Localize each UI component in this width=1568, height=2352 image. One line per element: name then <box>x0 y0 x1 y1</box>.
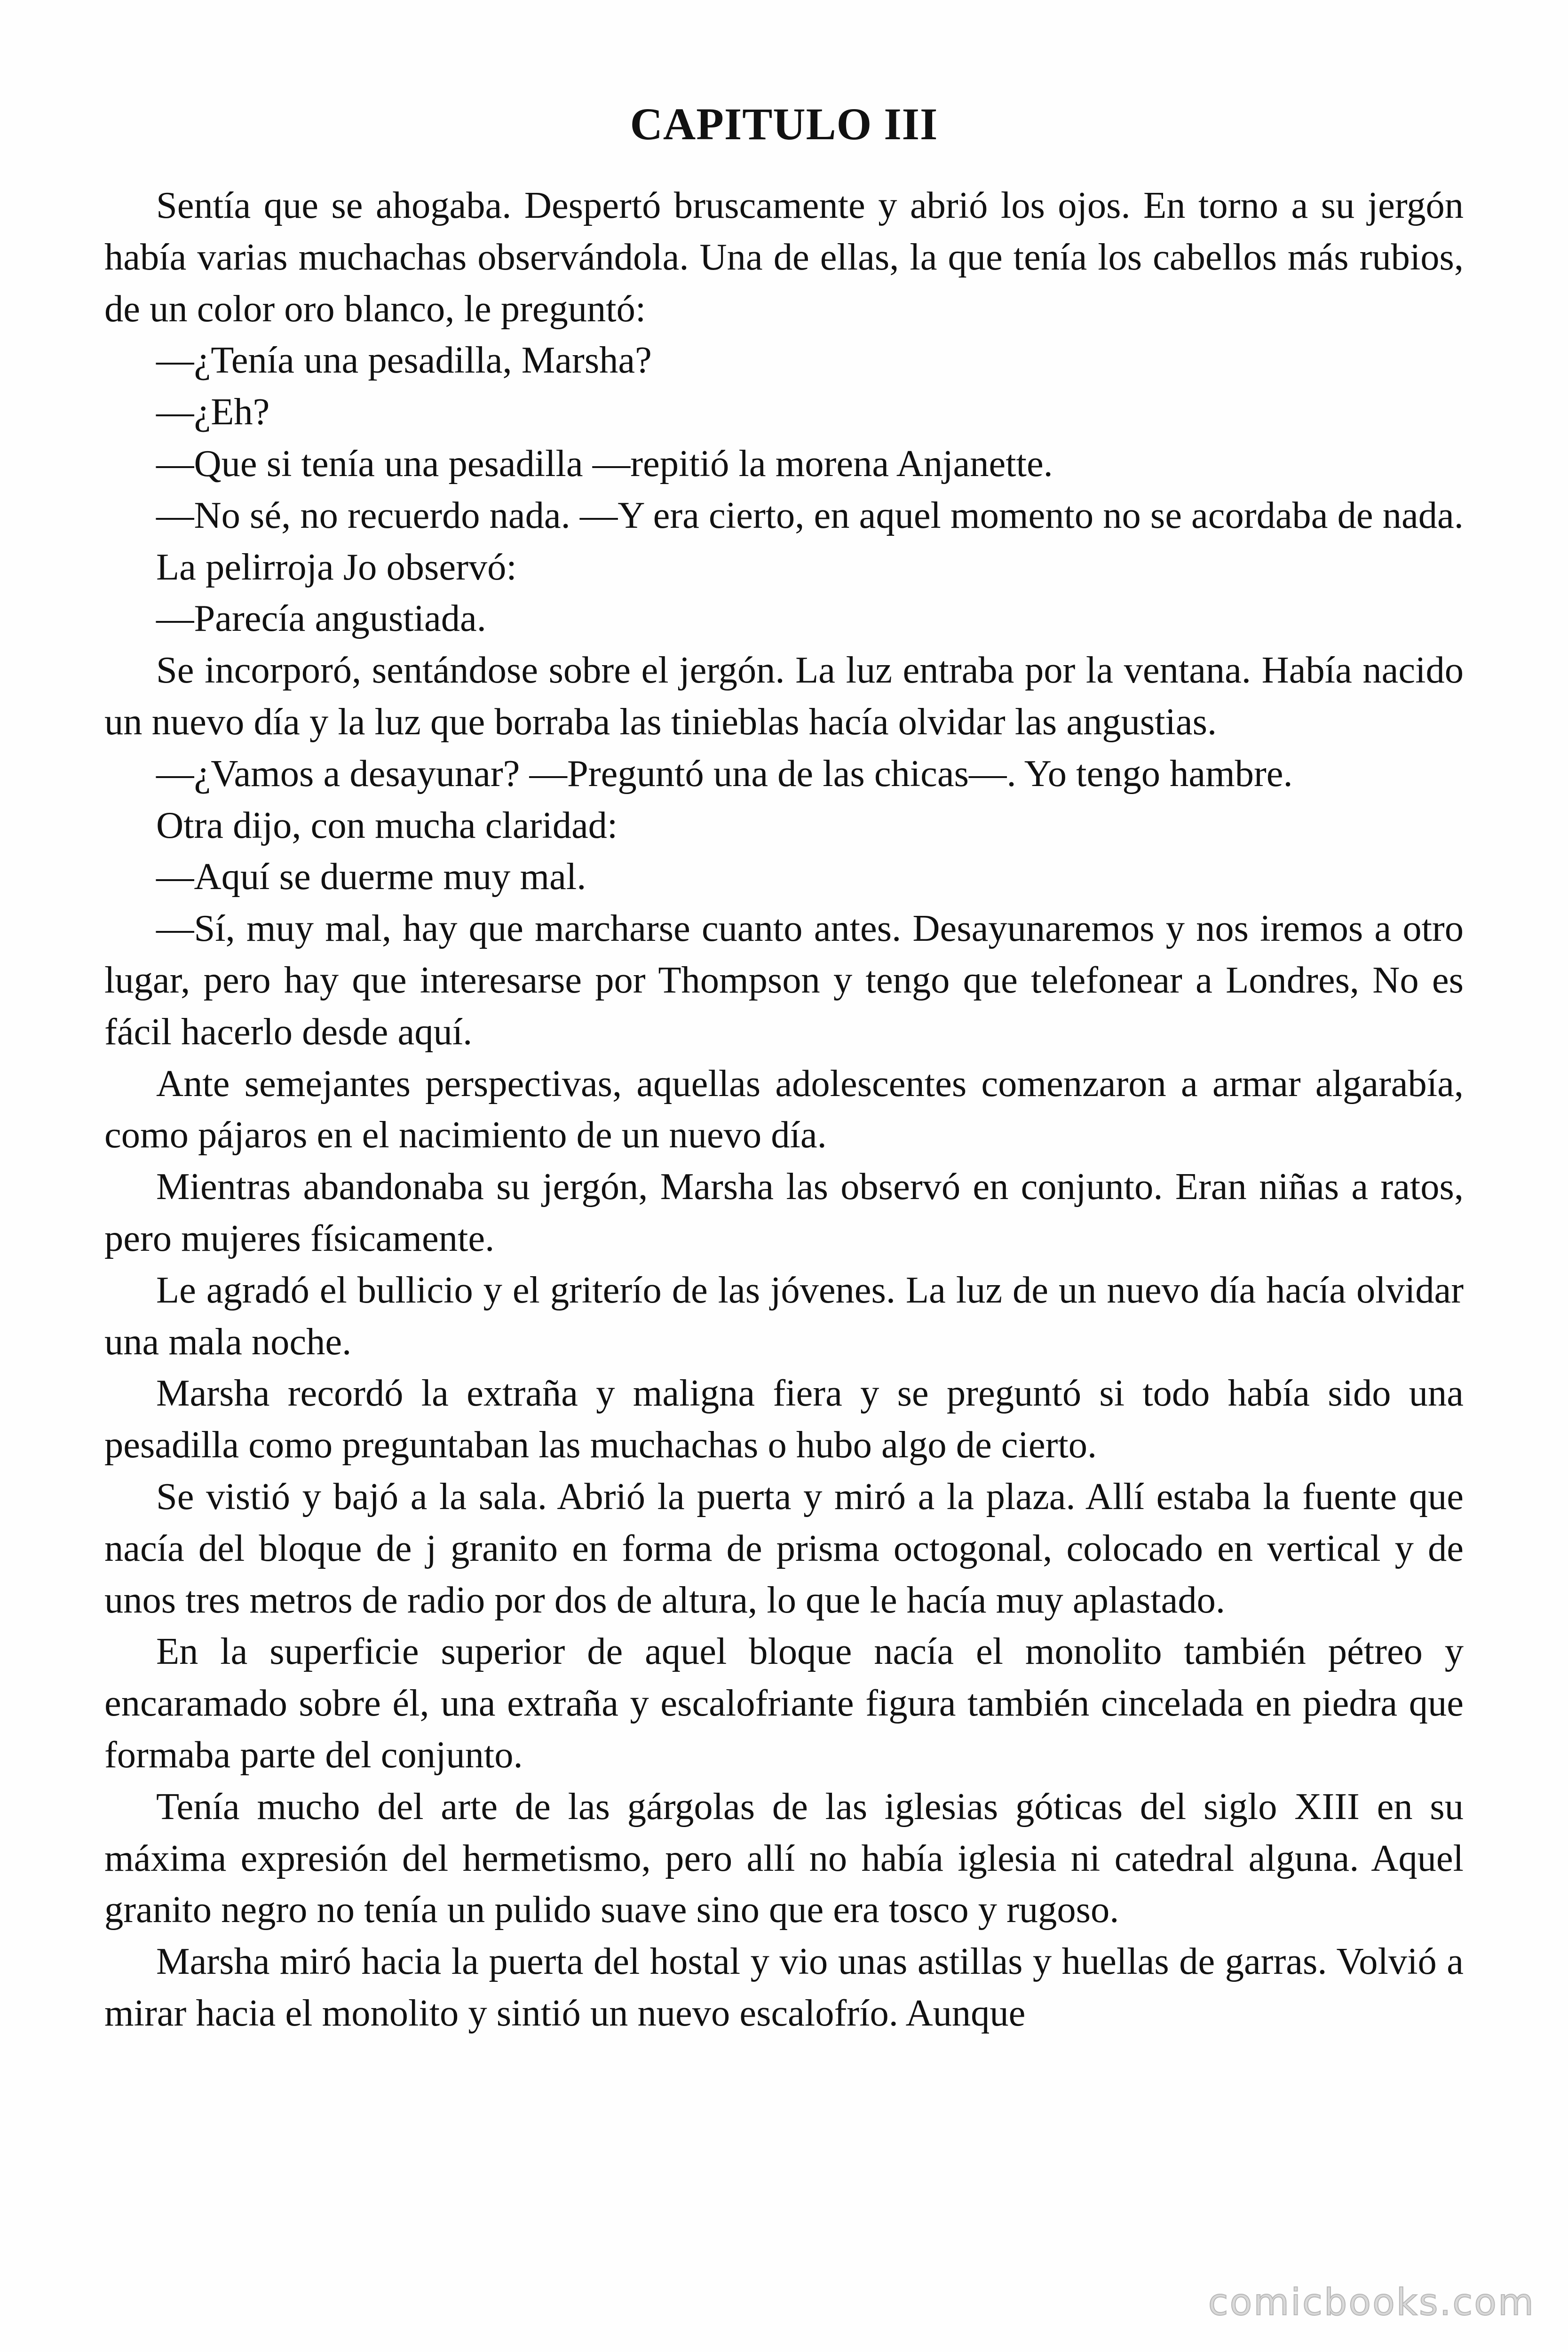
paragraph: Marsha recordó la extraña y maligna fiera y se preguntó si todo había sido una pesadilla como preguntaban las muchachas o hubo algo de cierto. <box>104 1372 1464 1466</box>
paragraph: —Aquí se duerme muy mal. <box>156 856 586 898</box>
paragraph: Se vistió y bajó a la sala. Abrió la puerta y miró a la plaza. Allí estaba la fuente que nacía del bloque de j granito en forma de prisma octogonal, colocado en vertical y de unos tres metros de radio por dos de altura, lo que le hacía muy aplastado. <box>104 1475 1464 1621</box>
chapter-title: CAPITULO III <box>630 99 938 150</box>
paragraph: Le agradó el bullicio y el griterío de las jóvenes. La luz de un nuevo día hacía olvidar una mala noche. <box>104 1269 1464 1363</box>
paragraph: —¿Eh? <box>156 391 270 433</box>
paragraph: —No sé, no recuerdo nada. —Y era cierto, en aquel momento no se acordaba de nada. <box>156 494 1464 536</box>
paragraph: Otra dijo, con mucha claridad: <box>156 804 618 846</box>
paragraph: Mientras abandonaba su jergón, Marsha las observó en conjunto. Eran niñas a ratos, pero mujeres físicamente. <box>104 1166 1464 1259</box>
paragraph: —Sí, muy mal, hay que marcharse cuanto antes. Desayunaremos y nos iremos a otro lugar, pero hay que interesarse por Thompson y tengo que telefonear a Londres, No es fácil hacerlo desde aquí. <box>104 907 1464 1053</box>
paragraph: Ante semejantes perspectivas, aquellas adolescentes comenzaron a armar algarabía, como pájaros en el nacimiento de un nuevo día. <box>104 1062 1464 1156</box>
paragraph: —¿Vamos a desayunar? —Preguntó una de las chicas—. Yo tengo hambre. <box>156 752 1293 795</box>
paragraph: La pelirroja Jo observó: <box>156 546 517 588</box>
paragraph: —¿Tenía una pesadilla, Marsha? <box>156 339 652 381</box>
paragraph: En la superficie superior de aquel bloque nacía el monolito también pétreo y encaramado sobre él, una extraña y escalofriante figura también cincelada en piedra que formaba parte del conjunto. <box>104 1630 1464 1776</box>
paragraph: —Parecía angustiada. <box>156 597 486 640</box>
paragraph: Tenía mucho del arte de las gárgolas de las iglesias góticas del siglo XIII en su máxima expresión del hermetismo, pero allí no había iglesia ni catedral alguna. Aquel granito negro no tenía un pulido suave sino que era tosco y rugoso. <box>104 1785 1464 1931</box>
watermark: comicbooks.com <box>1208 2281 1535 2324</box>
chapter-body <box>104 180 1464 2039</box>
paragraph: —Que si tenía una pesadilla —repitió la morena Anjanette. <box>156 442 1053 485</box>
paragraph: Sentía que se ahogaba. Despertó bruscamente y abrió los ojos. En torno a su jergón había varias muchachas observándola. Una de ellas, la que tenía los cabellos más rubios, de un color oro blanco, le preguntó: <box>104 184 1464 330</box>
paragraph: Marsha miró hacia la puerta del hostal y vio unas astillas y huellas de garras. Volvió a mirar hacia el monolito y sintió un nuevo escalofrío. Aunque <box>104 1940 1464 2034</box>
paragraph: Se incorporó, sentándose sobre el jergón. La luz entraba por la ventana. Había nacido un nuevo día y la luz que borraba las tinieblas hacía olvidar las angustias. <box>104 649 1464 743</box>
